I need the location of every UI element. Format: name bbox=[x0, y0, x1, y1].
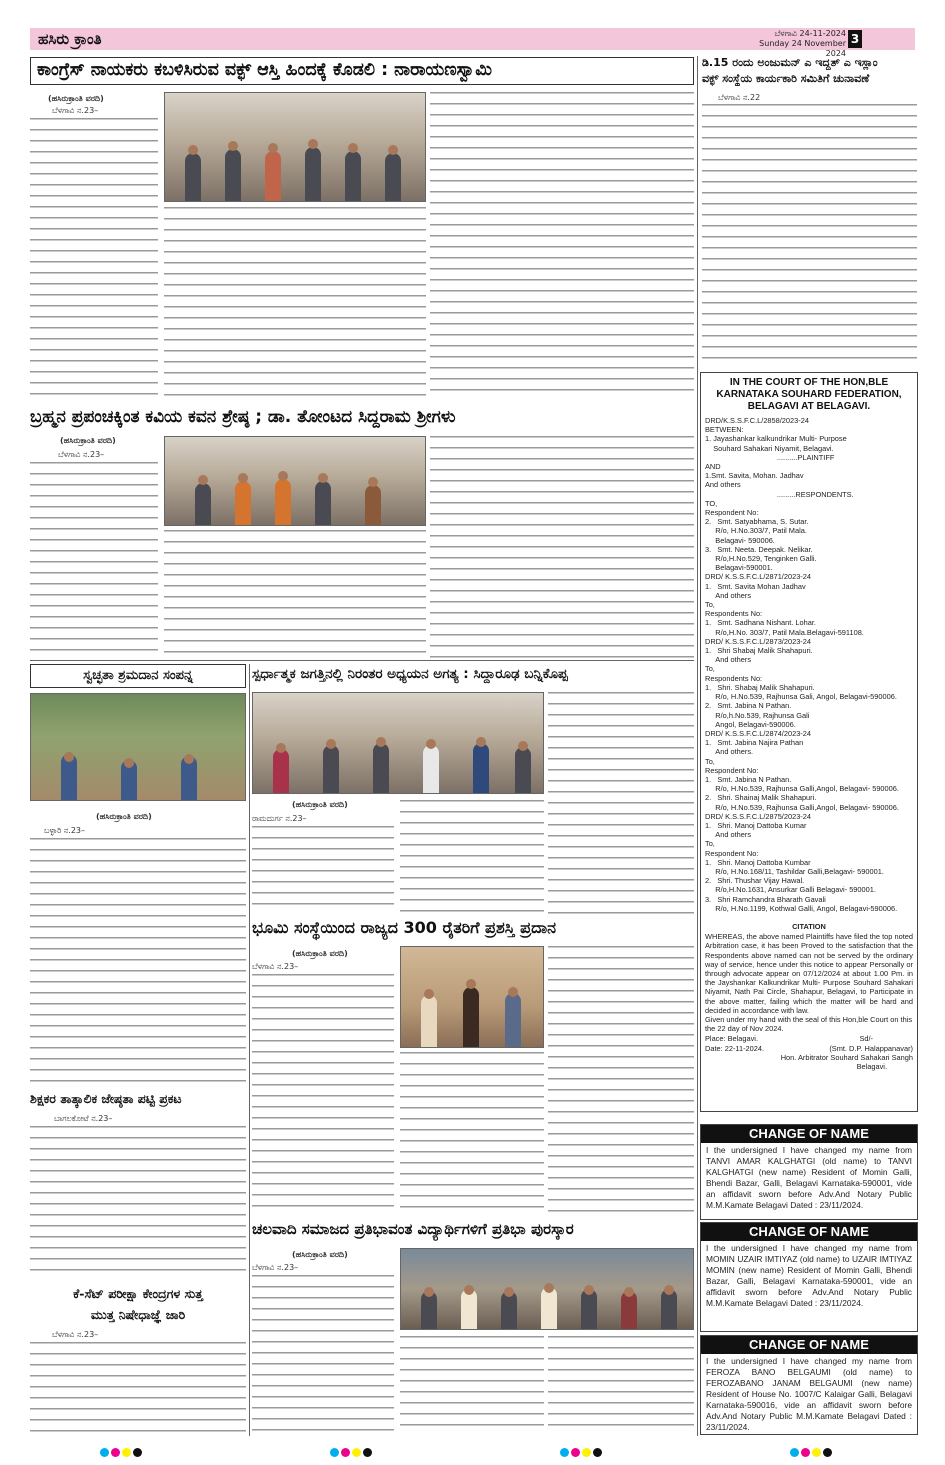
column-rule-right bbox=[697, 56, 698, 1436]
competitive-body-col1 bbox=[252, 826, 394, 914]
registration-marks-right bbox=[790, 1442, 834, 1461]
swachhata-body bbox=[30, 838, 246, 1083]
brahma-headline: ಬ್ರಹ್ಮನ ಪ್ರಪಂಚಕ್ಕಿಂತ ಕವಿಯ ಕವನ ಶ್ರೇಷ್ಠ ; ಡಾ. ತೋಂಟದ ಸಿದ್ದರಾಮ ಶ್ರೀಗಳು bbox=[30, 407, 456, 427]
chalavadi-body-col1 bbox=[252, 1275, 394, 1435]
court-notice bbox=[700, 372, 918, 1112]
election-headline-2: ವಕ್ಫ್ ಸಂಸ್ಥೆಯ ಕಾರ್ಯಕಾರಿ ಸಮಿತಿಗೆ ಚುನಾವಣೆ bbox=[702, 72, 870, 85]
brahma-photo bbox=[164, 436, 426, 526]
teachers-body bbox=[30, 1126, 246, 1278]
court-notice-signatory-title: Hon. Arbitrator Souhard Sahakari Sangh bbox=[780, 1052, 913, 1062]
brahma-body-col1 bbox=[30, 462, 158, 658]
change-of-name-notice-3 bbox=[700, 1335, 918, 1435]
election-body bbox=[702, 104, 917, 362]
section-rule bbox=[30, 660, 694, 661]
waqf-headline: ಕಾಂಗ್ರೆಸ್ ನಾಯಕರು ಕಬಳಿಸಿರುವ ವಕ್ಫ್ ಆಸ್ತಿ ಹಿಂದಕ್ಕೆ ಕೊಡಲಿ : ನಾರಾಯಣಸ್ವಾಮಿ bbox=[30, 57, 694, 85]
kset-dateline: ಬೆಳಗಾವಿ ನ.23– bbox=[52, 1330, 99, 1339]
change-of-name-title: CHANGE OF NAME bbox=[701, 1223, 917, 1241]
issue-date-english: Sunday 24 November 2024 bbox=[759, 39, 846, 58]
kset-headline-1: ಕೆ-ಸೆಟ್ ಪರೀಕ್ಷಾ ಕೇಂದ್ರಗಳ ಸುತ್ತ bbox=[73, 1286, 203, 1301]
change-of-name-title: CHANGE OF NAME bbox=[701, 1336, 917, 1354]
bhoomi-headline: ಭೂಮಿ ಸಂಸ್ಥೆಯಿಂದ ರಾಜ್ಯದ 300 ರೈತರಿಗೆ ಪ್ರಶಸ್ತಿ ಪ್ರದಾನ bbox=[252, 918, 557, 937]
teachers-dateline: ಬಾಗಲಕೋಟೆ ನ.23– bbox=[54, 1114, 113, 1123]
competitive-byline: (ಹಸಿರುಕ್ರಾಂತಿ ವರದಿ) bbox=[292, 800, 348, 809]
court-notice-parties: DRD/K.S.S.F.C.L/2858/2023-24 BETWEEN: 1. Jayashankar kalkundrikar Multi- Purpose Souhard Sahakari Niyamit, Belagavi. ..........PLAINTIFF AND 1.Smt. Savita, Mohan. Jadhav And others .........RESPONDENTS. TO, Respondent No: 2. Smt. Satyabhama, S. Sutar. R/o, H.No.303/7, Patil Mala. Belagavi- 590006. 3. Smt. Neeta. Deepak. Nelikar. R/o,H.No.529, Tenginken Galli. Belagavi-590001. DRD/ K.S.S.F.C.L/2871/2023-24 1. Smt. Savita Mohan Jadhav And others To, Respondents No: 1. Smt. Sadhana Nishant. Lohar. R/o,H.No. 303/7, Patil Mala.Belagavi-591108. DRD/ K.S.S.F.C.L/2873/2023-24 1. Shri Shabaj Malik Shahapuri. And others To, Respondents No: 1. Shri. Shabaj Malik Shahapuri. R/o, H.No.539, Rajhunsa Gali, Angol, Belagavi-590006. 2. Smt. Jabina N Pathan. R/o,h.No.539, Rajhunsa Gali Angol, Belagavi-590006. DRD/ K.S.S.F.C.L/2874/2023-24 1. Smt. Jabina Najira Pathan And others. To, Respondent No: 1. Smt. Jabina N Pathan. R/o, H.No.539, Rajhunsa Galli,Angol, Belagavi- 590006. 2. Shri. Shainaj Malik Shahapuri. R/o, H.No.539, Rajhunsa Galli,Angol, Belagavi- 590006. DRD/ K.S.S.F.C.L/2875/2023-24 1. Shri. Manoj Dattoba Kumar And others To, Respondent No: 1. Shri. Manoj Dattoba Kumbar R/o, H.No.168/11, Tashildar Galli,Belagavi- 590001. 2. Shri. Thushar Vijay Hawal. R/o,H.No.1631, Ansurkar Galli Belagavi- 590001. 3. Shri Ramchandra Bharath Gavali R/o, H.No.1199, Kothwal Galli, Angol, Belagavi-590006. bbox=[705, 416, 899, 913]
issue-date-kannada: ಬೆಳಗಾವಿ 24-11-2024 bbox=[774, 29, 846, 38]
court-notice-citation-heading: CITATION bbox=[792, 922, 826, 931]
court-notice-given: Given under my hand with the seal of this Hon,ble Court on this the 22 day of Nov 2024. bbox=[705, 1015, 913, 1034]
chalavadi-photo bbox=[400, 1248, 694, 1330]
competitive-body-col3 bbox=[548, 692, 694, 914]
swachhata-byline: (ಹಸಿರುಕ್ರಾಂತಿ ವರದಿ) bbox=[96, 812, 152, 821]
election-dateline: ಬೆಳಗಾವಿ ನ.22 bbox=[718, 93, 761, 102]
brahma-dateline: ಬೆಳಗಾವಿ ನ.23– bbox=[58, 450, 105, 459]
brahma-body-col3 bbox=[430, 436, 694, 658]
waqf-photo bbox=[164, 92, 426, 202]
change-of-name-notice-1 bbox=[700, 1124, 918, 1220]
bhoomi-body-col2 bbox=[400, 1052, 544, 1214]
chalavadi-byline: (ಹಸಿರುಕ್ರಾಂತಿ ವರದಿ) bbox=[292, 1250, 348, 1259]
court-notice-title: IN THE COURT OF THE HON,BLE KARNATAKA SOUHARD FEDERATION, BELAGAVI AT BELAGAVI. bbox=[716, 377, 902, 412]
court-notice-signatory-name: (Smt. D.P. Halappanavar) bbox=[829, 1043, 913, 1053]
waqf-byline: (ಹಸಿರುಕ್ರಾಂತಿ ವರದಿ) bbox=[48, 94, 104, 103]
bhoomi-dateline: ಬೆಳಗಾವಿ ನ.23– bbox=[252, 962, 299, 971]
registration-marks-mid-left bbox=[330, 1442, 374, 1461]
election-headline-1: ಡಿ.15 ರಂದು ಅಂಜುಮನ್ ಎ ಇದ್ದತ್ ಎ ಇಸ್ಲಾಂ bbox=[702, 56, 878, 69]
column-rule-left bbox=[249, 664, 250, 1436]
newspaper-name: ಹಸಿರು ಕ್ರಾಂತಿ bbox=[38, 30, 102, 48]
chalavadi-dateline: ಬೆಳಗಾವಿ ನ.23– bbox=[252, 1263, 299, 1272]
teachers-headline: ಶಿಕ್ಷಕರ ತಾತ್ಕಾಲಿಕ ಜೇಷ್ಠತಾ ಪಟ್ಟಿ ಪ್ರಕಟ bbox=[30, 1091, 182, 1106]
kset-headline-2: ಮುತ್ತ ನಿಷೇಧಾಜ್ಞೆ ಜಾರಿ bbox=[90, 1307, 186, 1322]
registration-marks-left bbox=[100, 1442, 144, 1461]
change-of-name-text: I the undersigned I have changed my name from TANVI AMAR KALGHATGI (old name) to TANVI KALGHATGI (new name) Resident of Momin Galli, Bhendi Bazar, Galli, Belagavi Karnataka-590001, vide an affidavit sworn before Adv.And Notary Public M.M.Kamate Belagavi Dated : 23/11/2024. bbox=[706, 1145, 912, 1210]
brahma-byline: (ಹಸಿರುಕ್ರಾಂತಿ ವರದಿ) bbox=[60, 436, 116, 445]
brahma-body-col2 bbox=[164, 530, 426, 658]
change-of-name-text: I the undersigned I have changed my name from FEROZA BANO BELGAUMI (old name) to FEROZABANO JANAM BELGAUMI (new name) Resident of House No. 1007/C Kalaigar Galli, Belagavi Karnataka-590016, vide an affidavit sworn before Adv.And Notary Public M.M.Kamate Belagavi Dated : 23/11/2024. bbox=[706, 1356, 912, 1432]
court-notice-sig: Sd/- bbox=[859, 1034, 873, 1044]
bhoomi-body-col1 bbox=[252, 974, 394, 1214]
court-notice-citation: WHEREAS, the above named Plaintiffs have filed the top noted Arbitration case, it has been Proved to the satisfaction that the Respondents above named can not be served by the ordinary way of service, hence under this notice to appear Personally or through advocate appear on 07/12/2024 at about 1.00 Pm. in the Jayshankar Kalkundrikar Multi- Purpose Souhard Sahakari Niyamit, Nath Pai Circle, Shahapur, Belagavi, to Participate in the above matter, failing which the matter will be hard and decided in accordance with law. bbox=[705, 932, 913, 1015]
waqf-dateline: ಬೆಳಗಾವಿ ನ.23– bbox=[52, 106, 99, 115]
change-of-name-notice-2 bbox=[700, 1222, 918, 1332]
bhoomi-body-col3 bbox=[548, 946, 694, 1214]
competitive-photo bbox=[252, 692, 544, 794]
competitive-dateline: ರಾಮದುರ್ಗ ನ.23– bbox=[252, 814, 307, 823]
kset-body bbox=[30, 1342, 246, 1435]
registration-marks-mid-right bbox=[560, 1442, 604, 1461]
bhoomi-photo bbox=[400, 946, 544, 1048]
chalavadi-body-col3 bbox=[548, 1336, 694, 1435]
competitive-body-col2 bbox=[400, 800, 544, 914]
swachhata-photo bbox=[30, 693, 246, 801]
swachhata-headline: ಸ್ವಚ್ಛತಾ ಶ್ರಮದಾನ ಸಂಪನ್ನ bbox=[30, 664, 246, 688]
page-number: 3 bbox=[848, 30, 862, 48]
chalavadi-body-col2 bbox=[400, 1336, 544, 1435]
issue-date bbox=[752, 29, 846, 59]
court-notice-date: Date: 22-11-2024. bbox=[705, 1043, 765, 1053]
swachhata-dateline: ಬಳ್ಳಾರಿ ನ.23– bbox=[44, 826, 86, 835]
competitive-headline: ಸ್ಪರ್ಧಾತ್ಮಕ ಜಗತ್ತಿನಲ್ಲಿ ನಿರಂತರ ಅಧ್ಯಯನ ಅಗತ್ಯ : ಸಿದ್ದಾರೂಢ ಬನ್ನಿಕೊಪ್ಪ bbox=[252, 666, 568, 682]
bhoomi-byline: (ಹಸಿರುಕ್ರಾಂತಿ ವರದಿ) bbox=[292, 949, 348, 958]
waqf-body-col1 bbox=[30, 118, 158, 398]
court-notice-signatory-place: Belagavi. bbox=[856, 1062, 887, 1072]
court-notice-place: Place: Belagavi. bbox=[705, 1034, 758, 1044]
waqf-body-col3 bbox=[430, 92, 694, 398]
chalavadi-headline: ಚಲವಾದಿ ಸಮಾಜದ ಪ್ರತಿಭಾವಂತ ವಿದ್ಯಾರ್ಥಿಗಳಿಗೆ ಪ್ರತಿಭಾ ಪುರಸ್ಕಾರ bbox=[252, 1220, 574, 1238]
waqf-body-col2 bbox=[164, 207, 426, 398]
change-of-name-title: CHANGE OF NAME bbox=[701, 1125, 917, 1143]
change-of-name-text: I the undersigned I have changed my name from MOMIN UZAIR IMTIYAZ (old name) to UZAIR IMTIYAZ MOMIN (new name) Resident of Momin Galli, Bhendi Bazar, Galli, Belagavi Karnataka-590001, vide an affidavit sworn before Adv.And Notary Public M.M.Kamate Belagavi Dated : 23/11/2024. bbox=[706, 1243, 912, 1308]
